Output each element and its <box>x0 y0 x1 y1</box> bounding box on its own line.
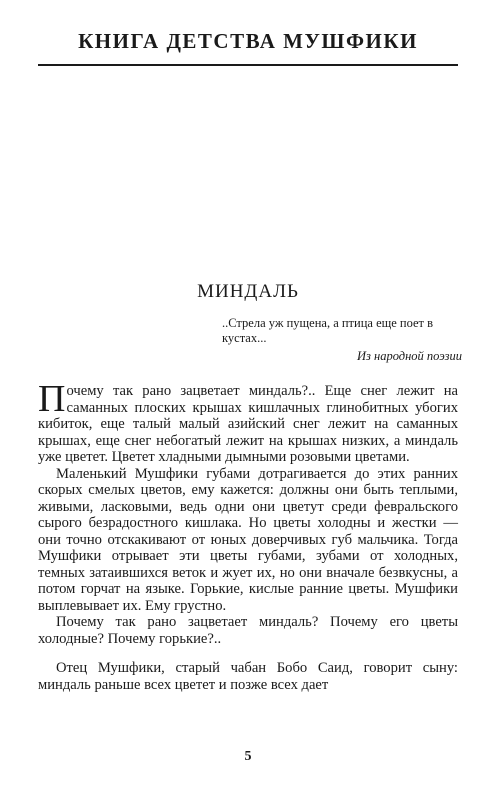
running-title: КНИГА ДЕТСТВА МУШФИКИ <box>78 29 418 53</box>
epigraph <box>222 316 462 364</box>
paragraph-3: Почему так рано зацветает миндаль? Почему его цветы холодные? Почему горькие?.. <box>38 614 458 647</box>
paragraph-4: Отец Мушфики, старый чабан Бобо Саид, говорит сыну: миндаль раньше всех цветет и позже всех дает <box>38 660 458 693</box>
paragraph-1 <box>38 378 458 466</box>
drop-cap: П <box>38 378 66 420</box>
epigraph-source: Из народной поэзии <box>356 349 462 363</box>
paragraph-2: Маленький Мушфики губами дотрагивается до этих ранних скорых смелых цветов, ему кажется: должны они быть теплыми, живыми, ласковыми, ведь одни они цветут среди февральского сырого безрадостного кишлака. Но цветы холодны и жестки — они точно отскакивают от юных доверчивых губ мальчика. Тогда Мушфики отрывает эти цветы губами, зубами от холодных, темных затаившихся веток и жует их, но они вначале безвкусны, а потом горчат на языке. Горькие, кислые ранние цветы. Мушфики выплевывает их. Ему грустно. <box>38 465 458 614</box>
chapter-title: МИНДАЛЬ <box>197 281 299 302</box>
header-rule <box>38 64 458 66</box>
epigraph-quote: ..Стрела уж пущена, а птица еще поет в кустах... <box>222 316 434 345</box>
paragraph-1-text: очему так рано зацветает миндаль?.. Еще снег лежит на саманных плоских крышах кишлачных глинобитных убогих кибиток, еще талый малый азийский снег лежит на саманных крышах, еще снег небогатый лежит на крышах низких, а миндаль уже цветет. Цветет хладными дымными розовыми цветами. <box>38 383 458 465</box>
page-number: 5 <box>244 749 252 764</box>
body-text <box>38 378 458 693</box>
